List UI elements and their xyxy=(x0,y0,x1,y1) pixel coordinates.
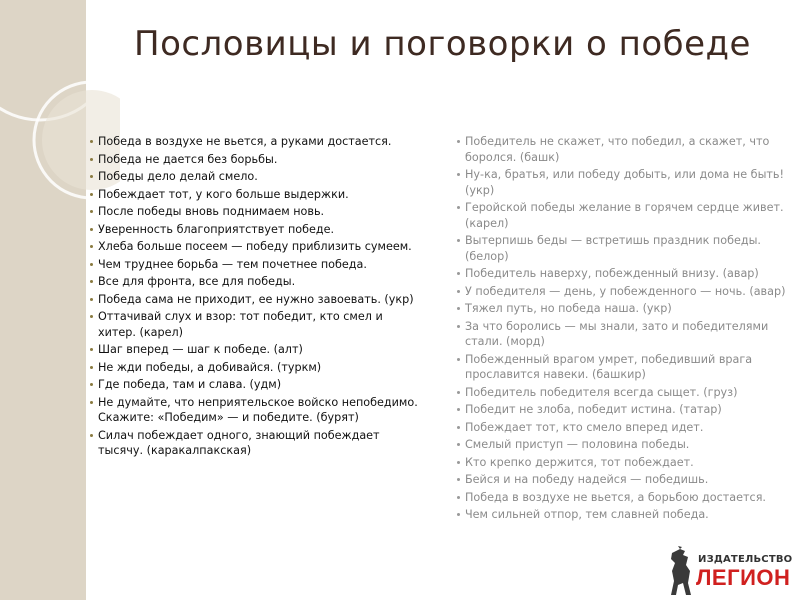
list-item: У победителя — день, у побежденного — ночь. (авар) xyxy=(457,284,793,300)
list-item: Шаг вперед — шаг к победе. (алт) xyxy=(90,342,420,358)
list-item: Чем труднее борьба — тем почетнее победа. xyxy=(90,257,420,273)
list-item: Не думайте, что неприятельское войско непобедимо. Скажите: «Победим» — и победите. (бурят) xyxy=(90,395,420,426)
list-item: Кто крепко держится, тот побеждает. xyxy=(457,455,793,471)
list-item: Оттачивай слух и взор: тот победит, кто смел и хитер. (карел) xyxy=(90,309,420,340)
list-item: Силач побеждает одного, знающий побеждает тысячу. (каракалпакская) xyxy=(90,428,420,459)
list-item: Хлеба больше посеем — победу приблизить сумеем. xyxy=(90,239,420,255)
horse-icon xyxy=(666,545,696,597)
list-item: Побеждает тот, у кого больше выдержки. xyxy=(90,187,420,203)
right-proverb-list xyxy=(457,134,793,525)
logo-name: ЛЕГИОН xyxy=(696,565,791,590)
logo-publisher-label: ИЗДАТЕЛЬСТВО xyxy=(698,554,793,565)
left-proverb-list xyxy=(90,134,420,461)
list-item: Победа не дается без борьбы. xyxy=(90,152,420,168)
publisher-logo xyxy=(666,545,796,597)
list-item: Смелый приступ — половина победы. xyxy=(457,437,793,453)
list-item: Победитель наверху, побежденный внизу. (авар) xyxy=(457,266,793,282)
list-item: Тяжел путь, но победа наша. (укр) xyxy=(457,301,793,317)
list-item: Все для фронта, все для победы. xyxy=(90,274,420,290)
list-item: Чем сильней отпор, тем славней победа. xyxy=(457,507,793,523)
list-item: Геройской победы желание в горячем сердце живет. (карел) xyxy=(457,200,793,231)
list-item: Ну-ка, братья, или победу добыть, или дома не быть! (укр) xyxy=(457,167,793,198)
list-item: Победа в воздухе не вьется, а руками достается. xyxy=(90,134,420,150)
list-item: Побежденный врагом умрет, победивший врага прославится навеки. (башкир) xyxy=(457,352,793,383)
list-item: Не жди победы, а добивайся. (туркм) xyxy=(90,360,420,376)
slide-title: Пословицы и поговорки о победе xyxy=(134,24,751,64)
list-item: Где победа, там и слава. (удм) xyxy=(90,377,420,393)
list-item: Уверенность благоприятствует победе. xyxy=(90,222,420,238)
list-item: Победа в воздухе не вьется, а борьбою достается. xyxy=(457,490,793,506)
list-item: Победитель победителя всегда сыщет. (груз) xyxy=(457,385,793,401)
list-item: Вытерпишь беды — встретишь праздник победы. (белор) xyxy=(457,233,793,264)
list-item: Победитель не скажет, что победил, а скажет, что боролся. (башк) xyxy=(457,134,793,165)
list-item: Бейся и на победу надейся — победишь. xyxy=(457,472,793,488)
list-item: За что боролись — мы знали, зато и победителями стали. (морд) xyxy=(457,319,793,350)
list-item: Победа сама не приходит, ее нужно завоевать. (укр) xyxy=(90,292,420,308)
list-item: Победы дело делай смело. xyxy=(90,169,420,185)
list-item: После победы вновь поднимаем новь. xyxy=(90,204,420,220)
list-item: Победит не злоба, победит истина. (татар) xyxy=(457,402,793,418)
list-item: Побеждает тот, кто смело вперед идет. xyxy=(457,420,793,436)
